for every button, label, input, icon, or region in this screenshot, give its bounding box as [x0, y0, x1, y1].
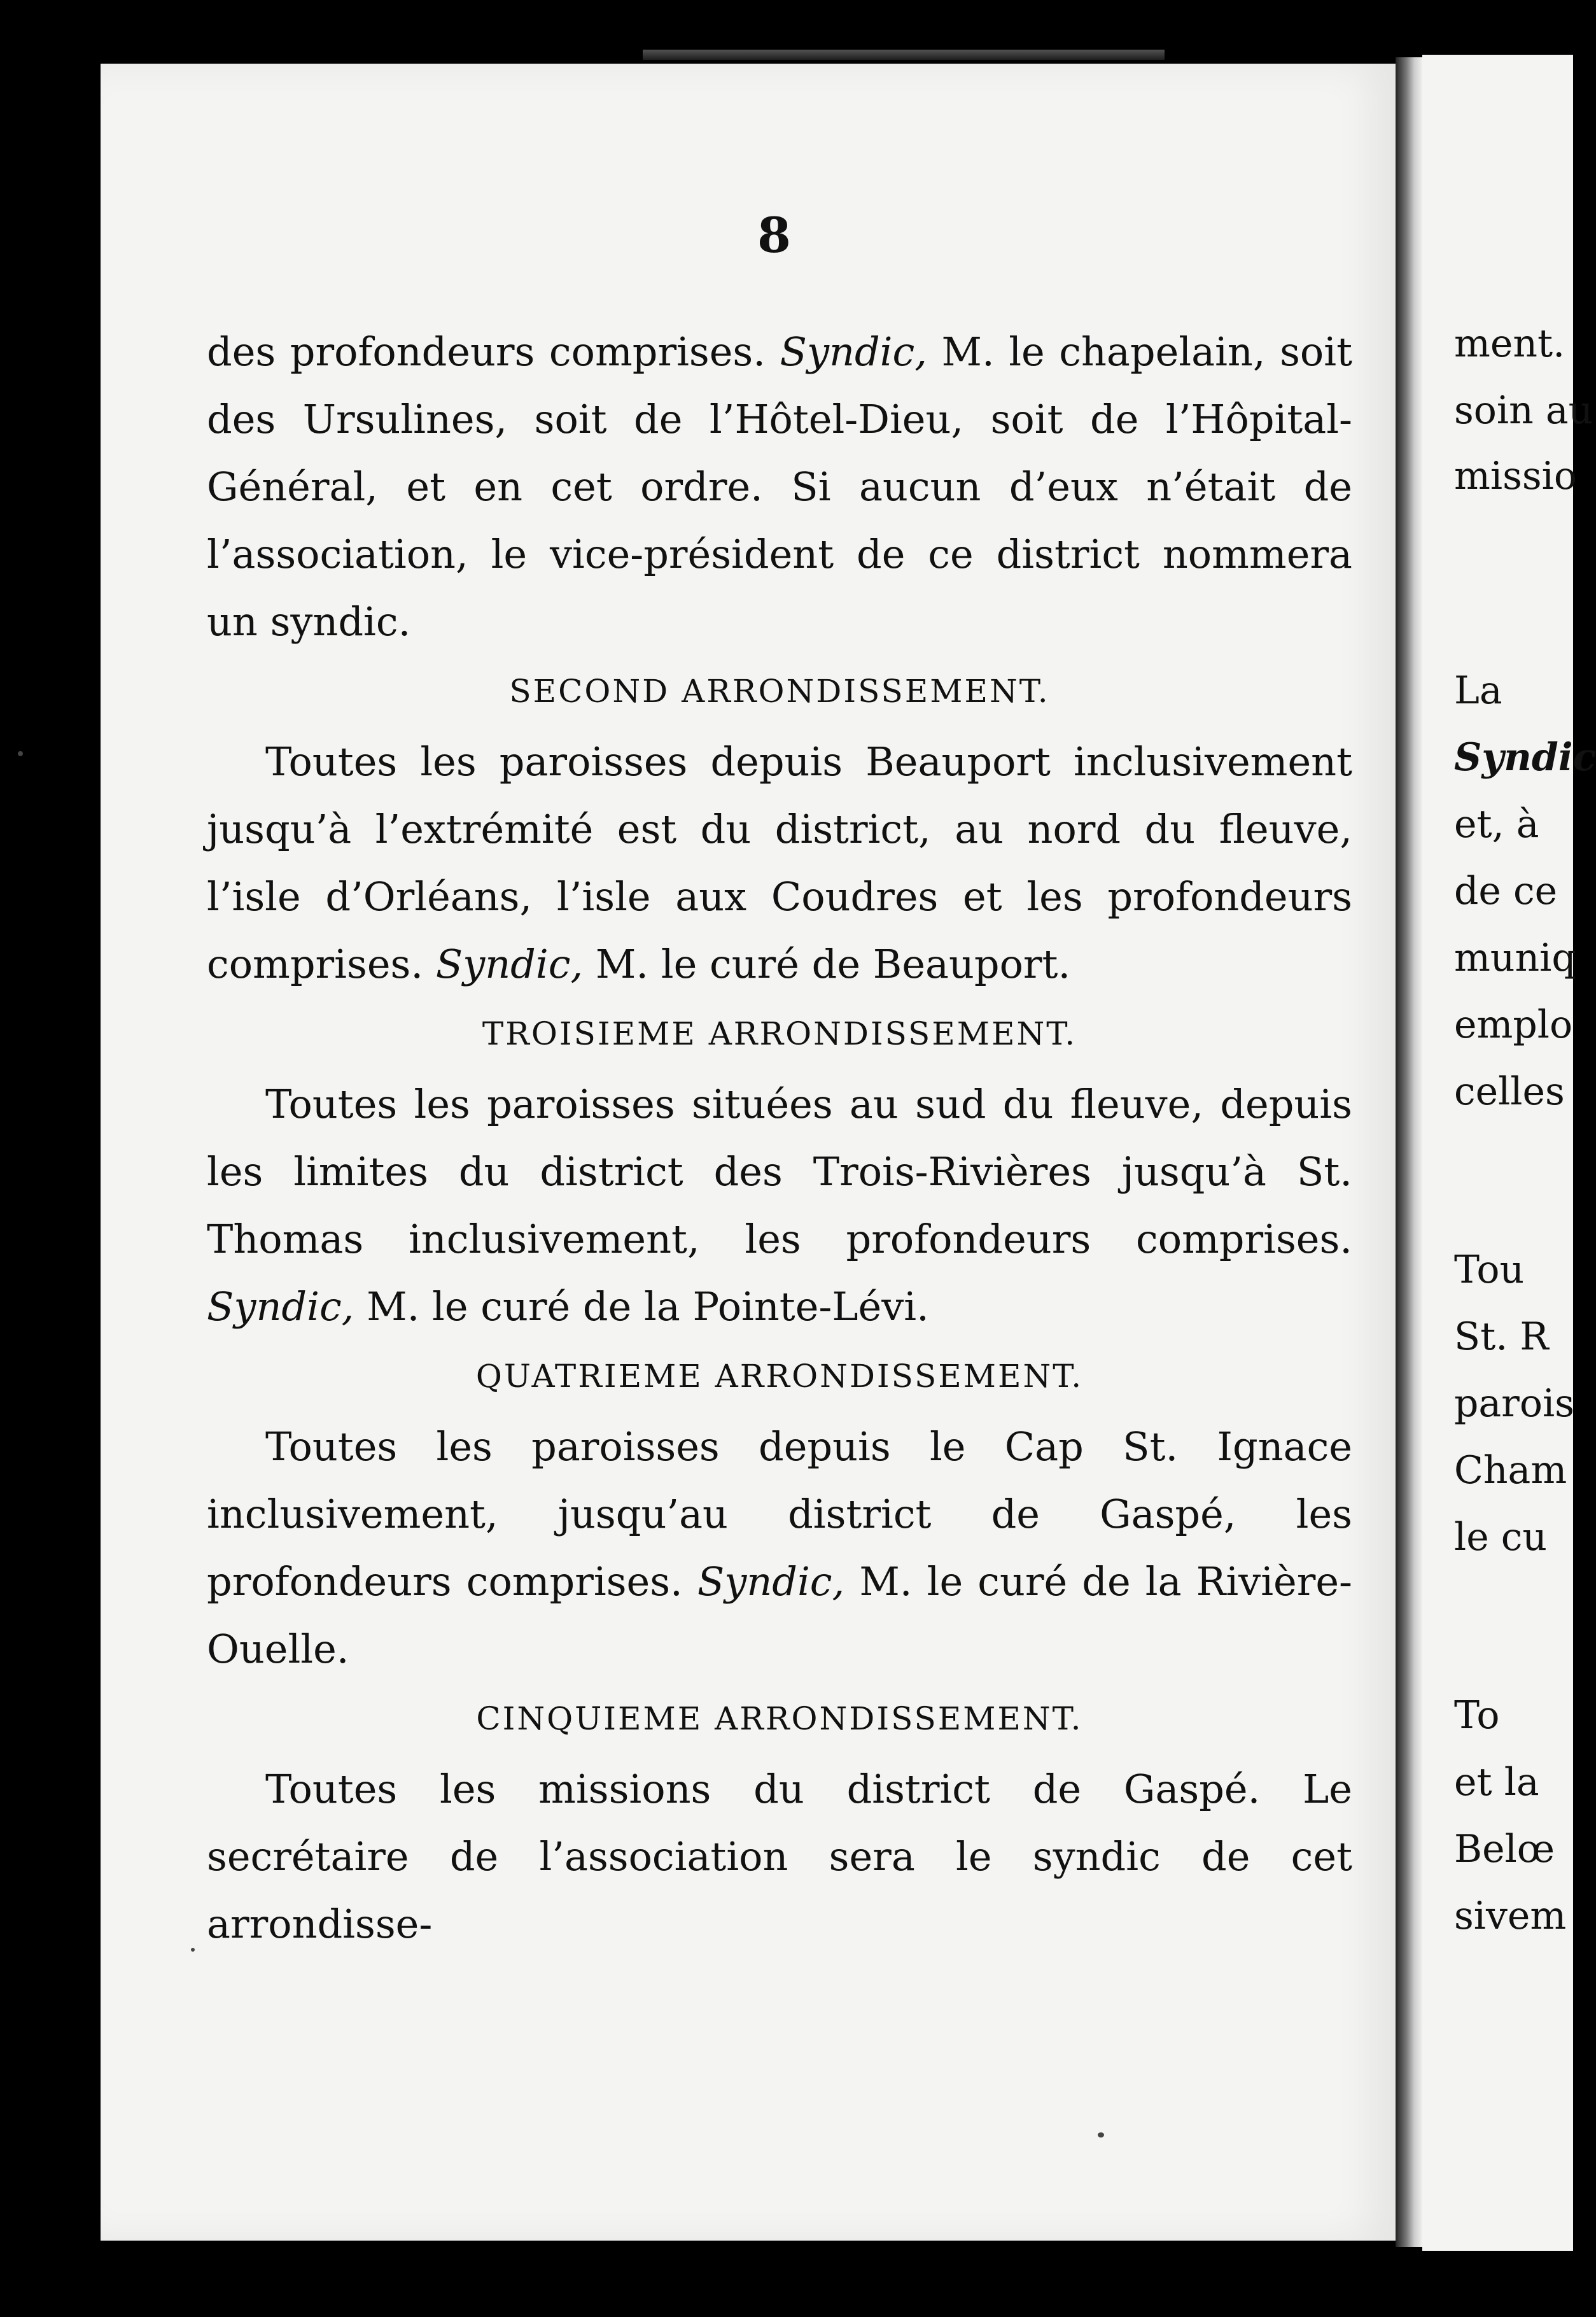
- syndic-label: Syndic,: [780, 328, 927, 375]
- heading-cinquieme-arrondissement: CINQUIEME ARRONDISSEMENT.: [476, 1700, 1083, 1737]
- next-page-line: parois: [1454, 1381, 1574, 1426]
- syndic-label: Syndic,: [207, 1283, 354, 1330]
- paragraph-1-text-b: M. le chapelain, soit des Ursulines, soit de l’Hôtel-Dieu, soit de l’Hôpital-Général, et en cet ordre. Si aucun d’eux n’était de l’association, le vice-président de ce district nommera un syndic.: [207, 328, 1352, 645]
- next-page-line: et la: [1454, 1760, 1539, 1805]
- next-page-line: ment.: [1454, 321, 1565, 366]
- page-text: [207, 318, 1352, 1958]
- next-page-line: Cham: [1454, 1448, 1567, 1493]
- next-page-line: le cu: [1454, 1515, 1548, 1560]
- paragraph-5-text: Toutes les missions du district de Gaspé. Le secrétaire de l’association sera le syndic de cet arrondisse-: [207, 1766, 1352, 1947]
- next-page-line: et, à: [1454, 802, 1539, 847]
- page-number: 8: [757, 207, 791, 264]
- paragraph-3: [207, 1071, 1352, 1341]
- paragraph-2-text-a: Toutes les paroisses depuis Beauport inclusivement jusqu’à l’extrémité est du district, au nord du fleuve, l’isle d’Orléans, l’isle aux Coudres et les profondeurs comprises.: [207, 738, 1352, 987]
- heading-troisieme-arrondissement: TROISIEME ARRONDISSEMENT.: [482, 1015, 1077, 1052]
- next-page-line: de ce: [1454, 869, 1558, 913]
- next-page-line: La: [1454, 668, 1502, 713]
- paragraph-4-text-a: Toutes les paroisses depuis le Cap St. Ignace inclusivement, jusqu’au district de Gaspé, les profondeurs comprises.: [207, 1423, 1352, 1605]
- next-page-line: soin au: [1454, 388, 1593, 433]
- scan-speck: [191, 1948, 195, 1952]
- paragraph-1-text-a: des profondeurs comprises.: [207, 328, 780, 375]
- paragraph-2: [207, 728, 1352, 998]
- next-page-line: emplo: [1454, 1003, 1573, 1047]
- next-page-line: sivem: [1454, 1894, 1567, 1938]
- scan-speck: [1098, 2132, 1104, 2137]
- paragraph-1: [207, 318, 1352, 656]
- next-page-line: muniq: [1454, 936, 1576, 980]
- syndic-label: Syndic,: [435, 941, 584, 987]
- next-page-line: Tou: [1454, 1248, 1525, 1292]
- paragraph-3-text-a: Toutes les paroisses situées au sud du fleuve, depuis les limites du district des Trois-Rivières jusqu’à St. Thomas inclusivement, les profondeurs comprises.: [207, 1081, 1352, 1262]
- paragraph-3-text-b: M. le curé de la Pointe-Lévi.: [354, 1283, 929, 1330]
- paragraph-5: [207, 1756, 1352, 1958]
- syndic-label: Syndic,: [697, 1558, 845, 1605]
- paragraph-2-text-b: M. le curé de Beauport.: [583, 941, 1071, 987]
- next-page-line: To: [1454, 1693, 1500, 1738]
- next-page-line: missio: [1454, 454, 1577, 498]
- next-page-line: Belœ: [1454, 1827, 1555, 1871]
- heading-second-arrondissement: SECOND ARRONDISSEMENT.: [509, 673, 1050, 710]
- next-page-line: St. R: [1454, 1314, 1549, 1359]
- book-gutter: [1396, 57, 1422, 2247]
- next-page-line: Syndic: [1454, 735, 1596, 780]
- paragraph-4: [207, 1413, 1352, 1683]
- heading-quatrieme-arrondissement: QUATRIEME ARRONDISSEMENT.: [475, 1358, 1084, 1395]
- page-top-edge: [643, 50, 1165, 60]
- paragraph-4-text-b: M. le curé de la Rivière-Ouelle.: [207, 1558, 1352, 1672]
- next-page-line: celles: [1454, 1069, 1565, 1114]
- scan-speck: [18, 751, 23, 756]
